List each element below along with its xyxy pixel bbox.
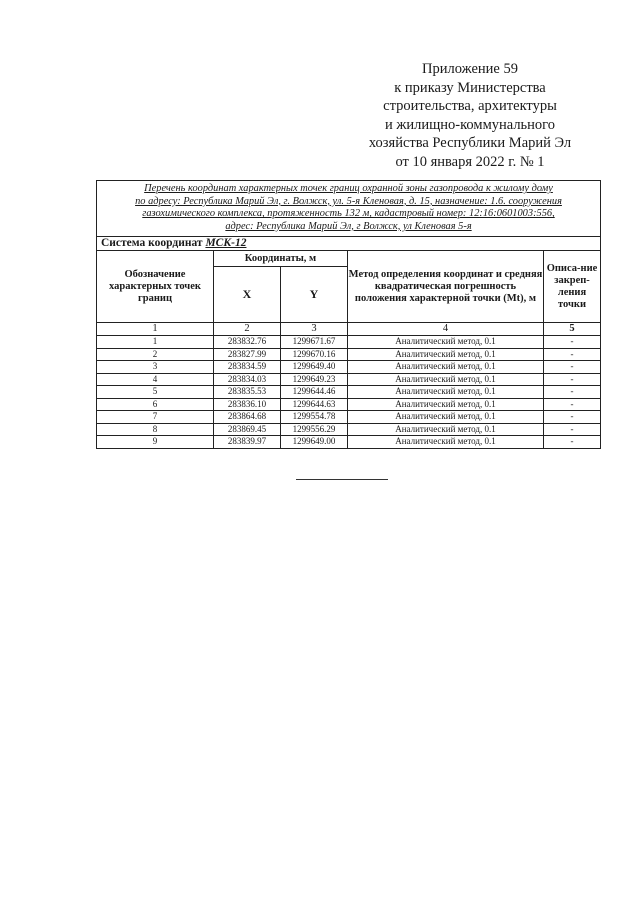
coordinate-system-code: МСК-12 — [205, 237, 247, 250]
cell-y: 1299670.16 — [281, 348, 348, 361]
cell-description: - — [544, 436, 601, 449]
appendix-header — [340, 60, 600, 171]
table-row — [97, 386, 601, 399]
table-row — [97, 336, 601, 349]
column-number: 5 — [544, 323, 601, 336]
header-description: Описа-ние закреп-ления точки — [544, 251, 601, 323]
table-row — [97, 411, 601, 424]
cell-x: 283836.10 — [214, 398, 281, 411]
cell-method: Аналитический метод, 0.1 — [348, 336, 544, 349]
cell-description: - — [544, 386, 601, 399]
coordinate-system-row — [97, 237, 601, 251]
cell-method: Аналитический метод, 0.1 — [348, 373, 544, 386]
cell-y: 1299644.46 — [281, 386, 348, 399]
coordinate-system-label: Система координат — [101, 237, 203, 250]
cell-y: 1299554.78 — [281, 411, 348, 424]
cell-x: 283835.53 — [214, 386, 281, 399]
closing-separator-line — [296, 479, 388, 480]
appendix-line: и жилищно-коммунального — [384, 116, 556, 133]
cell-method: Аналитический метод, 0.1 — [348, 386, 544, 399]
cell-description: - — [544, 348, 601, 361]
cell-point: 4 — [97, 373, 214, 386]
appendix-line: к приказу Министерства — [394, 79, 546, 96]
cell-point: 3 — [97, 361, 214, 374]
header-method: Метод определения координат и средняя квадратическая погрешность положения характерной точки (Mt), м — [348, 251, 544, 323]
cell-point: 5 — [97, 386, 214, 399]
cell-x: 283834.59 — [214, 361, 281, 374]
cell-point: 7 — [97, 411, 214, 424]
table-row — [97, 373, 601, 386]
table-row — [97, 423, 601, 436]
cell-description: - — [544, 373, 601, 386]
cell-method: Аналитический метод, 0.1 — [348, 423, 544, 436]
cell-x: 283832.76 — [214, 336, 281, 349]
table-row — [97, 361, 601, 374]
caption-line: газохимического комплекса, протяженность 132 м, кадастровый номер: 12:16:0601003:556, — [142, 208, 555, 220]
appendix-line: хозяйства Республики Марий Эл — [368, 135, 572, 151]
cell-description: - — [544, 336, 601, 349]
cell-x: 283869.45 — [214, 423, 281, 436]
cell-x: 283827.99 — [214, 348, 281, 361]
cell-method: Аналитический метод, 0.1 — [348, 411, 544, 424]
cell-method: Аналитический метод, 0.1 — [348, 398, 544, 411]
appendix-line: Приложение 59 — [422, 61, 518, 77]
table-row — [97, 348, 601, 361]
cell-y: 1299644.63 — [281, 398, 348, 411]
cell-method: Аналитический метод, 0.1 — [348, 436, 544, 449]
table-caption — [97, 181, 601, 237]
cell-point: 8 — [97, 423, 214, 436]
cell-point: 2 — [97, 348, 214, 361]
cell-x: 283839.97 — [214, 436, 281, 449]
column-number: 4 — [348, 323, 544, 336]
coordinates-table — [96, 180, 601, 449]
cell-x: 283864.68 — [214, 411, 281, 424]
header-y: Y — [281, 267, 348, 323]
header-coordinates: Координаты, м — [214, 251, 348, 267]
table-row — [97, 436, 601, 449]
column-number: 1 — [97, 323, 214, 336]
cell-y: 1299671.67 — [281, 336, 348, 349]
cell-point: 9 — [97, 436, 214, 449]
caption-line: адрес: Республика Марий Эл, г Волжск, ул Кленовая 5-я — [225, 220, 472, 232]
cell-y: 1299649.23 — [281, 373, 348, 386]
cell-method: Аналитический метод, 0.1 — [348, 361, 544, 374]
cell-y: 1299556.29 — [281, 423, 348, 436]
cell-y: 1299649.00 — [281, 436, 348, 449]
cell-description: - — [544, 411, 601, 424]
column-number: 3 — [281, 323, 348, 336]
header-x: X — [214, 267, 281, 323]
cell-x: 283834.03 — [214, 373, 281, 386]
cell-description: - — [544, 398, 601, 411]
table-row — [97, 398, 601, 411]
cell-method: Аналитический метод, 0.1 — [348, 348, 544, 361]
appendix-line: от 10 января 2022 г. № 1 — [395, 153, 545, 170]
column-number: 2 — [214, 323, 281, 336]
caption-line: Перечень координат характерных точек границ охранной зоны газопровода к жилому дому — [144, 183, 553, 194]
cell-description: - — [544, 361, 601, 374]
appendix-line: строительства, архитектуры — [383, 98, 557, 114]
cell-description: - — [544, 423, 601, 436]
caption-line: по адресу: Республика Марий Эл, г. Волжск, ул. 5-я Кленовая, д. 15, назначение: 1.6. сооружения — [135, 195, 562, 207]
cell-point: 1 — [97, 336, 214, 349]
header-point-designation: Обозначение характерных точек границ — [97, 251, 214, 323]
cell-y: 1299649.40 — [281, 361, 348, 374]
cell-point: 6 — [97, 398, 214, 411]
